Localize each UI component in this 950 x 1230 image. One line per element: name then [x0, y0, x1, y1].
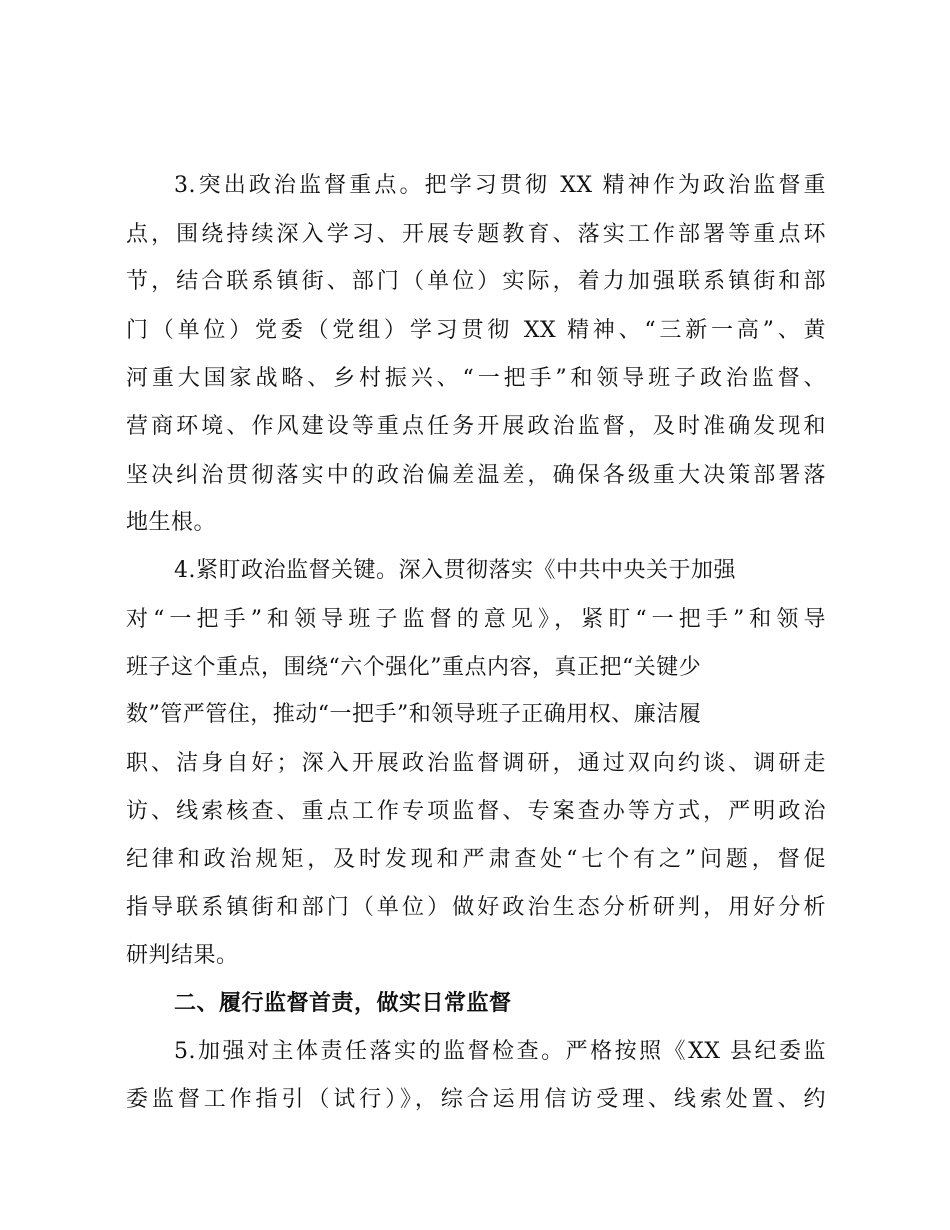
paragraph-3-line-1: 3.突出政治监督重点。把学习贯彻 XX 精神作为政治监督重 [174, 173, 826, 198]
paragraph-4-line-7: 纪律和政治规矩，及时发现和严肃查处“七个有之”问题，督促 [126, 847, 826, 872]
paragraph-5-line-2: 委监督工作指引（试行）》，综合运用信访受理、线索处置、约 [126, 1087, 826, 1112]
paragraph-4-line-2: 对“一把手”和领导班子监督的意见》，紧盯“一把手”和领导 [126, 607, 826, 632]
paragraph-3-line-5: 河重大国家战略、乡村振兴、“一把手”和领导班子政治监督、 [126, 366, 826, 391]
paragraph-5-line-1: 5.加强对主体责任落实的监督检查。严格按照《XX 县纪委监 [174, 1039, 826, 1064]
section-heading: 二、履行监督首责，做实日常监督 [174, 991, 512, 1016]
paragraph-4-line-9: 研判结果。 [126, 943, 239, 968]
paragraph-3-line-6: 营商环境、作风建设等重点任务开展政治监督，及时准确发现和 [126, 414, 826, 439]
paragraph-3-line-3: 节，结合联系镇街、部门（单位）实际，着力加强联系镇街和部 [126, 269, 826, 294]
paragraph-3-line-4: 门（单位）党委（党组）学习贯彻 XX 精神、“三新一高”、黄 [126, 318, 826, 343]
paragraph-3-line-8: 地生根。 [126, 510, 217, 535]
paragraph-4-line-1: 4.紧盯政治监督关键。深入贯彻落实《中共中央关于加强 [174, 558, 736, 583]
paragraph-4-line-3: 班子这个重点，围绕“六个强化”重点内容，真正把“关键少 [126, 655, 702, 680]
paragraph-4-line-8: 指导联系镇街和部门（单位）做好政治生态分析研判，用好分析 [126, 895, 826, 920]
paragraph-3-line-2: 点，围绕持续深入学习、开展专题教育、落实工作部署等重点环 [126, 222, 826, 247]
paragraph-4-line-5: 职、洁身自好；深入开展政治监督调研，通过双向约谈、调研走 [126, 751, 826, 776]
paragraph-4-line-6: 访、线索核查、重点工作专项监督、专案查办等方式，严明政治 [126, 799, 826, 824]
paragraph-4-line-4: 数”管严管住，推动“一把手”和领导班子正确用权、廉洁履 [126, 702, 702, 727]
paragraph-3-line-7: 坚决纠治贯彻落实中的政治偏差温差，确保各级重大决策部署落 [126, 463, 826, 488]
